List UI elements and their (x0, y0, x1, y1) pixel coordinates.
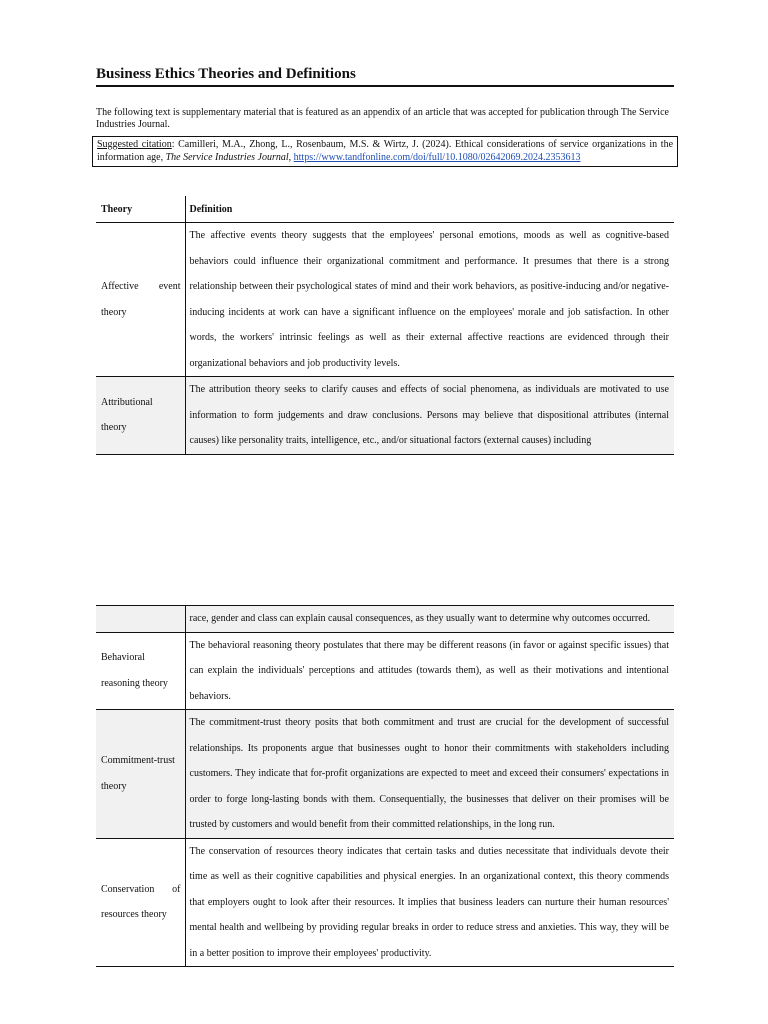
theory-cell (96, 606, 185, 633)
table-row (96, 632, 674, 710)
header-theory: Theory (96, 196, 185, 223)
theory-cell: Behavioral reasoning theory (96, 632, 185, 710)
table-header-row (96, 196, 674, 223)
theory-cell: Commitment-trust theory (96, 710, 185, 839)
table-row (96, 377, 674, 455)
citation-box (92, 136, 678, 167)
citation-comma: , (288, 151, 294, 163)
citation-label: Suggested citation (97, 139, 172, 150)
definition-cell: race, gender and class can explain causal consequences, as they usually want to determine why outcomes occurred. (185, 606, 674, 633)
definition-cell: The conservation of resources theory indicates that certain tasks and duties necessitate that individuals devote their time as well as their cognitive capabilities and physical energies. In an organizational context, this theory commends that employers ought to look after their resources. It implies that business leaders can nurture their human resources' mental health and wellbeing by providing regular breaks in order to reduce stress and anxieties. This way, they will be in a better position to improve their employees' productivity. (185, 838, 674, 967)
definition-cell: The attribution theory seeks to clarify causes and effects of social phenomena, as individuals are motivated to use information to form judgements and draw conclusions. Persons may believe that dispositional attributes (internal causes) like personality traits, intelligence, etc., and/or situational factors (external causes) including (185, 377, 674, 455)
theory-cell: Conservation of resources theory (96, 838, 185, 967)
definitions-table (96, 196, 674, 455)
page-title: Business Ethics Theories and Definitions (96, 64, 674, 87)
definition-cell: The behavioral reasoning theory postulates that there may be different reasons (in favor or against specific issues) that can explain the individuals' perceptions and attitudes (towards them), as well as their motivations and intentional behaviors. (185, 632, 674, 710)
table-row (96, 606, 674, 633)
table-row (96, 710, 674, 839)
citation-link[interactable]: https://www.tandfonline.com/doi/full/10.1080/02642069.2024.2353613 (293, 151, 581, 163)
definition-cell: The commitment-trust theory posits that both commitment and trust are crucial for the development of successful relationships. Its proponents argue that businesses ought to honor their commitments with stakeholders including customers. They indicate that for-profit organizations are expected to meet and exceed their consumers' expectations in order to forge long-lasting bonds with them. Consequentially, the businesses that deliver on their promises will be trusted by customers and would benefit from their committed relationships, in the long run. (185, 710, 674, 839)
table-row (96, 223, 674, 377)
table-row (96, 838, 674, 967)
header-definition: Definition (185, 196, 674, 223)
intro-paragraph: The following text is supplementary material that is featured as an appendix of an article that was accepted for publication through The Service Industries Journal. (96, 107, 669, 130)
theory-cell: Affective event theory (96, 223, 185, 377)
citation-journal: The Service Industries Journal (165, 151, 289, 163)
citation-separator: : (171, 139, 179, 150)
definitions-table-continued (96, 605, 674, 967)
citation-text: Camilleri, M.A., Zhong, L., Rosenbaum, M.S. & Wirtz, J. (2024). Ethical considerations of service organizations in the information age, (97, 139, 674, 163)
definition-cell: The affective events theory suggests that the employees' personal emotions, moods as well as cognitive-based behaviors could influence their organizational commitment and performance. It presumes that there is a strong relationship between their psychological states of mind and their work behaviors, as positive-inducing and/or negative-inducing incidents at work can have a significant influence on the employees' morale and job satisfaction. In other words, the workers' intrinsic feelings as well as their external affective reactions are evidenced through their organizational behaviors and job productivity levels. (185, 223, 674, 377)
theory-cell: Attributional theory (96, 377, 185, 455)
